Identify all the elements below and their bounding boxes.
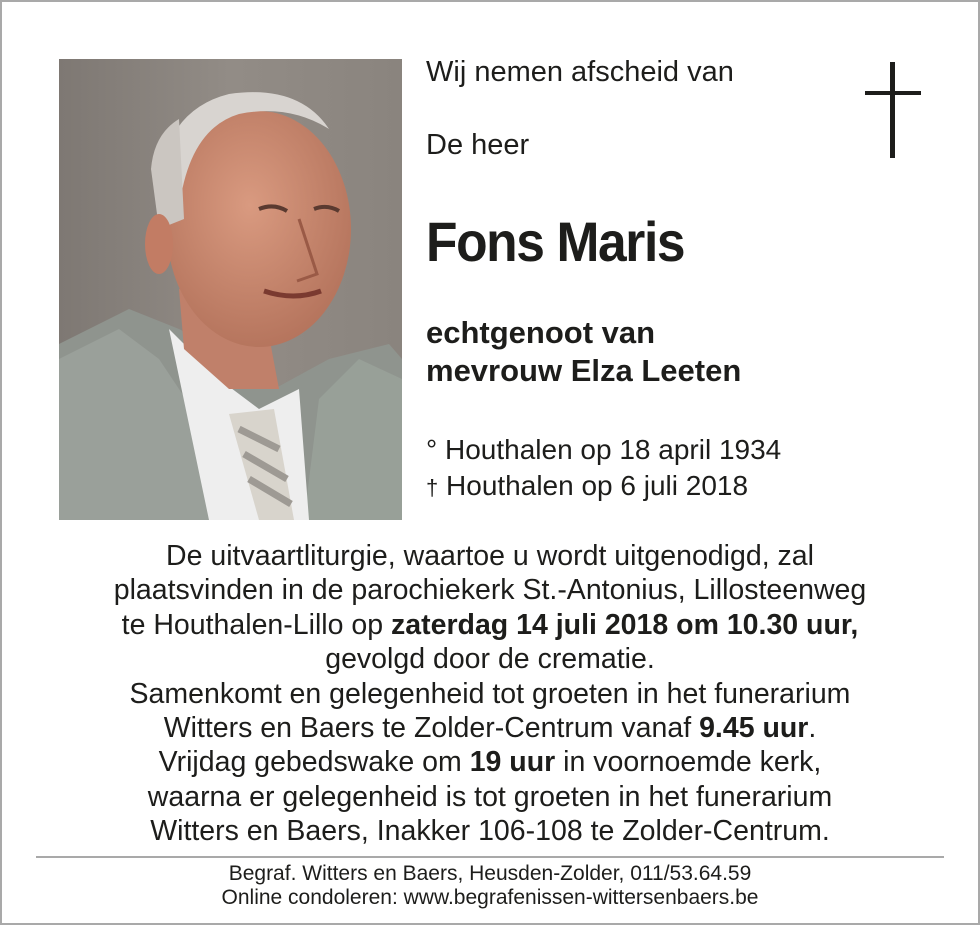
birth-text: Houthalen op 18 april 1934 — [444, 434, 782, 465]
gathering-time: 9.45 uur — [699, 712, 809, 745]
spouse-line-1: echtgenoot van — [426, 315, 656, 350]
body-line-6-text: Witters en Baers te Zolder-Centrum vanaf — [163, 712, 700, 745]
salutation: De heer — [426, 129, 530, 161]
body-line-9: Witters en Baers, Inakker 106-108 te Zolder-Centrum. — [150, 815, 830, 848]
life-dates — [426, 432, 781, 506]
body-line-6-end: . — [808, 712, 817, 745]
footer — [40, 862, 940, 910]
footer-divider — [36, 856, 944, 858]
vigil-time: 19 uur — [469, 746, 556, 779]
body-line-3-text: te Houthalen-Lillo op — [121, 608, 392, 641]
death-line — [426, 468, 781, 506]
portrait-photo — [59, 59, 402, 520]
body-line-2: plaatsvinden in de parochiekerk St.-Antonius, Lillosteenweg — [113, 574, 867, 607]
body-line-5: Samenkomt en gelegenheid tot groeten in het funerarium — [129, 677, 851, 710]
body-line-8: waarna er gelegenheid is tot groeten in het funerarium — [147, 780, 833, 813]
deceased-name: Fons Maris — [426, 210, 685, 273]
body-line-4: gevolgd door de crematie. — [325, 643, 655, 676]
body-line-6 — [40, 711, 940, 745]
death-text: Houthalen op 6 juli 2018 — [446, 470, 749, 501]
died-symbol: † — [426, 475, 439, 500]
body-line-3 — [40, 608, 940, 642]
funeral-home-contact: Begraf. Witters en Baers, Heusden-Zolder, 011/53.64.59 — [228, 862, 752, 885]
body-line-7 — [40, 745, 940, 779]
intro-text: Wij nemen afscheid van — [426, 56, 734, 88]
body-line-7-text: Vrijdag gebedswake om — [158, 746, 470, 779]
ceremony-date: zaterdag 14 juli 2018 om 10.30 uur, — [391, 608, 859, 641]
condolence-link[interactable]: Online condoleren: www.begrafenissen-wittersenbaers.be — [221, 886, 759, 909]
spouse-block — [426, 314, 741, 390]
birth-line — [426, 432, 781, 468]
body-line-1: De uitvaartliturgie, waartoe u wordt uitgenodigd, zal — [166, 540, 814, 572]
body-line-7-end: in voornoemde kerk, — [555, 746, 822, 779]
spouse-line-2: mevrouw Elza Leeten — [426, 353, 742, 388]
born-symbol: ° — [426, 434, 438, 465]
cross-icon — [865, 62, 921, 160]
ceremony-text — [40, 539, 940, 849]
